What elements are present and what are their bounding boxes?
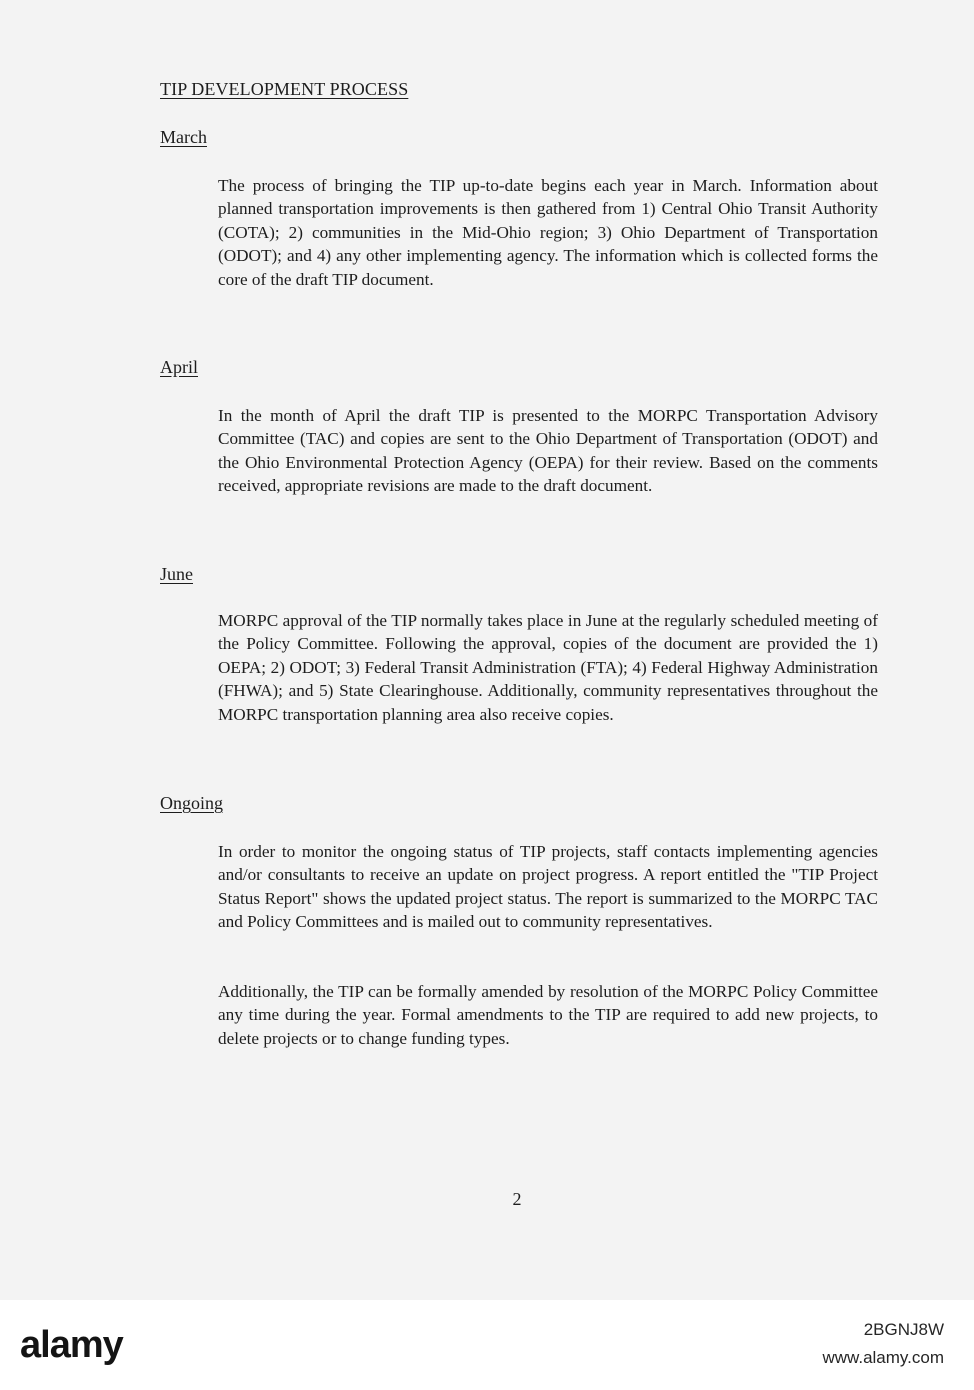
section-paragraph-march: The process of bringing the TIP up-to-date begins each year in March. Information about planned transportation improvements is then gathered from 1) Central Ohio Transit Authority (COTA); 2) communities in the Mid-Ohio region; 3) Ohio Department of Transportation (ODOT); and 4) any other implementing agency. The information which is collected forms the core of the draft TIP document. xyxy=(218,176,878,289)
section-heading-march: March xyxy=(160,127,207,147)
section-heading-april: April xyxy=(160,357,198,377)
section-paragraph-ongoing-2: Additionally, the TIP can be formally amended by resolution of the MORPC Policy Committee any time during the year. Formal amendments to the TIP are required to add new projects, to delete projects or to change funding types. xyxy=(218,982,878,1048)
section-paragraph-april: In the month of April the draft TIP is presented to the MORPC Transportation Advisory Committee (TAC) and copies are sent to the Ohio Department of Transportation (ODOT) and the Ohio Environmental Protection Agency (OEPA) for their review. Based on the comments received, appropriate revisions are made to the draft document. xyxy=(218,406,878,496)
footer-url: www.alamy.com xyxy=(822,1348,944,1367)
image-id: 2BGNJ8W xyxy=(863,1320,944,1339)
page-number: 2 xyxy=(512,1189,522,1209)
section-paragraph-ongoing-1: In order to monitor the ongoing status of TIP projects, staff contacts implementing agencies and/or consultants to receive an update on project progress. A report entitled the "TIP Project Status Report" shows the updated project status. The report is summarized to the MORPC TAC and Policy Committees and is mailed out to community representatives. xyxy=(218,842,878,932)
section-heading-june: June xyxy=(160,564,193,584)
document-title: TIP DEVELOPMENT PROCESS xyxy=(160,79,409,99)
watermark-footer xyxy=(0,1300,974,1390)
section-heading-ongoing: Ongoing xyxy=(160,793,223,813)
section-paragraph-june: MORPC approval of the TIP normally takes place in June at the regularly scheduled meeting of the Policy Committee. Following the approval, copies of the document are provided the 1) OEPA; 2) ODOT; 3) Federal Transit Administration (FTA); 4) Federal Highway Administration (FHWA); and 5) State Clearinghouse. Additionally, community representatives throughout the MORPC transportation planning area also receive copies. xyxy=(218,611,878,724)
brand-logo: alamy xyxy=(20,1324,123,1366)
